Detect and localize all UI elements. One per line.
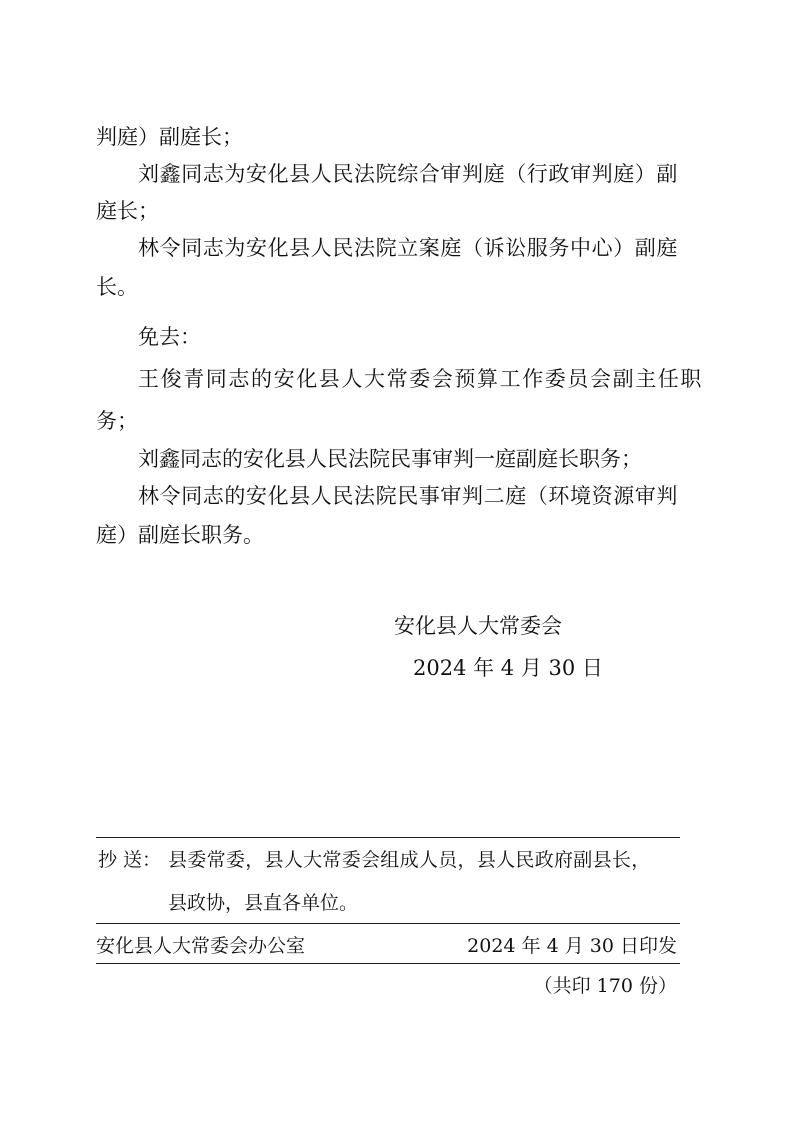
signature-organization: 安化县人大常委会 <box>394 614 562 638</box>
issue-date: 2024 年 4 月 30 日印发 <box>467 935 677 957</box>
cc-label: 抄 送： <box>98 849 162 871</box>
body-line: 长。 <box>96 275 138 299</box>
footer-middle-rule <box>96 923 680 924</box>
body-line: 刘鑫同志为安化县人民法院综合审判庭（行政审判庭）副 <box>138 162 678 186</box>
footer-bottom-rule <box>96 963 680 964</box>
body-line: 刘鑫同志的安化县人民法院民事审判一庭副庭长职务； <box>138 447 642 471</box>
body-line: 庭）副庭长职务。 <box>96 523 264 547</box>
cc-recipients-line-1: 县委常委，县人大常委会组成人员，县人民政府副县长， <box>168 849 651 871</box>
body-line: 庭长； <box>96 199 159 223</box>
signature-date: 2024 年 4 月 30 日 <box>413 656 603 680</box>
footer-top-rule <box>96 837 680 838</box>
removal-heading: 免去： <box>138 325 201 349</box>
issuing-office: 安化县人大常委会办公室 <box>96 935 306 957</box>
body-line: 林令同志为安化县人民法院立案庭（诉讼服务中心）副庭 <box>138 236 678 260</box>
body-line: 林令同志的安化县人民法院民事审判二庭（环境资源审判 <box>138 484 678 508</box>
body-line: 判庭）副庭长； <box>96 125 243 149</box>
cc-recipients-line-2: 县政协，县直各单位。 <box>168 892 359 914</box>
body-line: 务； <box>96 409 138 433</box>
body-line: 王俊青同志的安化县人大常委会预算工作委员会副主任职 <box>138 367 703 391</box>
copies-count: （共印 170 份） <box>533 975 677 997</box>
